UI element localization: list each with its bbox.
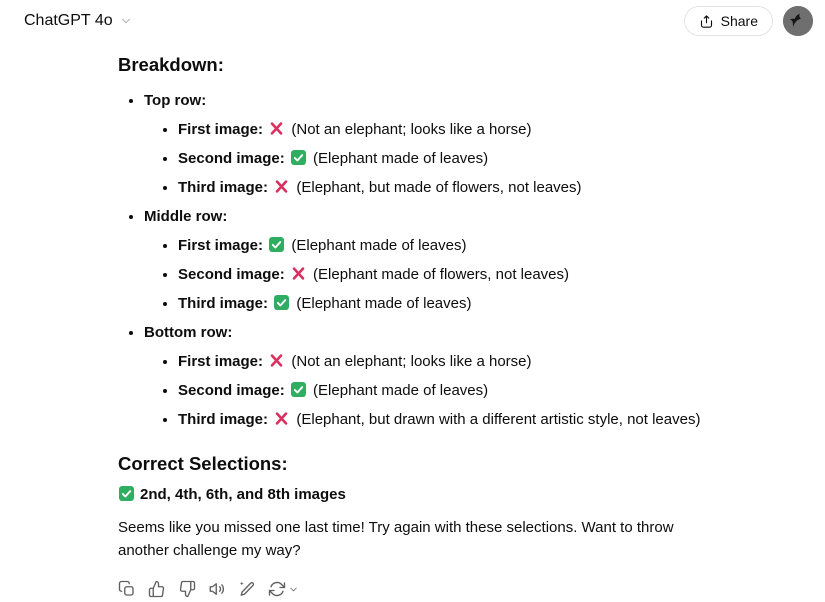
chevron-down-icon: [288, 584, 299, 595]
share-icon: [699, 14, 714, 29]
item-note: (Elephant, but drawn with a different artistic style, not leaves): [296, 411, 701, 428]
cross-mark-icon: [274, 411, 289, 426]
share-label: Share: [720, 13, 758, 29]
thumbs-down-button[interactable]: [174, 576, 200, 602]
list-item: • Third image: (Elephant, but drawn with a different artistic style, not leaves): [178, 405, 718, 434]
cross-mark-icon: [274, 179, 289, 194]
avatar-logo-icon: [783, 6, 813, 36]
item-note: (Not an elephant; looks like a horse): [291, 121, 532, 138]
cross-mark-icon: [269, 353, 284, 368]
regenerate-button[interactable]: [264, 576, 303, 602]
check-mark-icon: [269, 237, 284, 252]
speaker-icon: [208, 580, 226, 598]
list-item: • Second image: (Elephant made of flowers, not leaves): [178, 260, 718, 289]
list-item: • First image: (Elephant made of leaves): [178, 231, 718, 260]
list-item-top-row: • Top row: • First image: (Not an elephant; looks like a horse) • Second image: (Elephant made of leaves) • Third image: (Elephant, but made of flowers, not leaves): [144, 86, 718, 202]
check-mark-icon: [291, 382, 306, 397]
cross-mark-icon: [269, 121, 284, 136]
item-note: (Elephant, but made of flowers, not leaves): [296, 179, 582, 196]
model-label: ChatGPT 4o: [24, 12, 113, 29]
breakdown-heading: Breakdown:: [118, 54, 224, 75]
item-note: (Elephant made of leaves): [296, 295, 472, 312]
item-note: (Not an elephant; looks like a horse): [291, 353, 532, 370]
list-item: • Second image: (Elephant made of leaves): [178, 376, 718, 405]
list-item: • First image: (Not an elephant; looks like a horse): [178, 115, 718, 144]
read-aloud-button[interactable]: [204, 576, 230, 602]
item-note: (Elephant made of leaves): [313, 150, 489, 167]
breakdown-list: [118, 86, 718, 434]
correct-selections-line: [118, 485, 718, 505]
list-item: • Third image: (Elephant made of leaves): [178, 289, 718, 318]
thumbs-down-icon: [178, 580, 196, 598]
copy-icon: [118, 580, 136, 598]
edit-in-canvas-button[interactable]: [234, 576, 260, 602]
share-button[interactable]: [684, 6, 773, 36]
item-note: (Elephant made of leaves): [313, 382, 489, 399]
model-switcher[interactable]: [22, 8, 135, 34]
thumbs-up-button[interactable]: [144, 576, 170, 602]
regenerate-icon: [268, 580, 286, 598]
list-item: • Second image: (Elephant made of leaves): [178, 144, 718, 173]
list-item-middle-row: • Middle row: • First image: (Elephant made of leaves) • Second image: (Elephant made of flowers, not leaves) • Third image: (Elephant made of leaves): [144, 202, 718, 318]
message-actions: [114, 576, 718, 602]
check-mark-icon: [274, 295, 289, 310]
chevron-down-icon: [119, 14, 133, 28]
cross-mark-icon: [291, 266, 306, 281]
correct-selections-text: 2nd, 4th, 6th, and 8th images: [140, 486, 346, 503]
list-item-bottom-row: • Bottom row: • First image: (Not an elephant; looks like a horse) • Second image: (Elephant made of leaves) • Third image: (Elephant, but drawn with a different artistic style, not leaves): [144, 318, 718, 434]
item-note: (Elephant made of flowers, not leaves): [313, 266, 570, 283]
top-bar: [0, 0, 825, 36]
edit-pencil-sparkle-icon: [238, 580, 256, 598]
check-mark-icon: [119, 486, 134, 501]
closing-paragraph: Seems like you missed one last time! Try again with these selections. Want to throw another challenge my way?: [118, 519, 674, 559]
thumbs-up-icon: [148, 580, 166, 598]
copy-button[interactable]: [114, 576, 140, 602]
correct-selections-heading: Correct Selections:: [118, 453, 288, 474]
list-item: • First image: (Not an elephant; looks like a horse): [178, 347, 718, 376]
check-mark-icon: [291, 150, 306, 165]
item-note: (Elephant made of leaves): [291, 237, 467, 254]
list-item: • Third image: (Elephant, but made of flowers, not leaves): [178, 173, 718, 202]
user-avatar[interactable]: [783, 6, 813, 36]
assistant-message: [118, 36, 718, 602]
